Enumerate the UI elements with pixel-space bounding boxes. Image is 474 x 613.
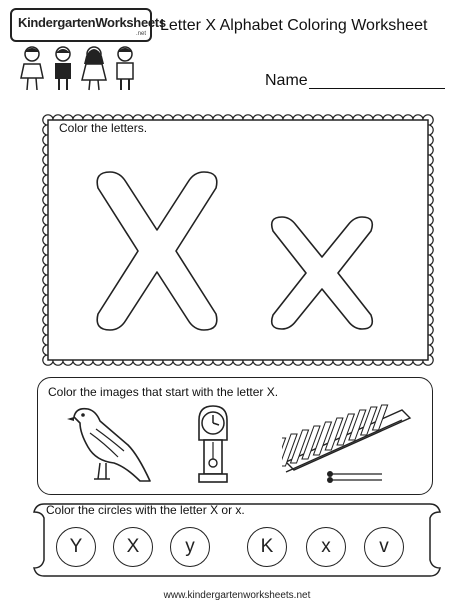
circle-letter: K <box>260 536 274 557</box>
logo-suffix: .net <box>136 31 147 37</box>
logo-banner <box>10 8 166 42</box>
lowercase-letter-x[interactable] <box>262 213 382 333</box>
logo-text-part1: Kindergarten <box>18 15 96 30</box>
letter-circle[interactable] <box>364 527 404 567</box>
name-field[interactable] <box>265 72 308 90</box>
xylophone-icon[interactable] <box>282 404 414 484</box>
logo-text-part2: Worksheets <box>95 15 166 30</box>
circle-letter: X <box>126 536 140 557</box>
circles-instruction: Color the circles with the letter X or x. <box>46 503 245 517</box>
site-logo <box>10 8 166 94</box>
circle-letter: Y <box>69 536 83 557</box>
letter-circle[interactable] <box>247 527 287 567</box>
letter-circle[interactable] <box>113 527 153 567</box>
footer-url: www.kindergartenworksheets.net <box>163 590 311 601</box>
letters-instruction: Color the letters. <box>59 121 148 135</box>
uppercase-letter-x[interactable] <box>82 166 232 336</box>
circle-letter: v <box>379 536 389 557</box>
logo-text <box>18 15 166 30</box>
images-instruction: Color the images that start with the letter X. <box>48 385 279 399</box>
letter-circle[interactable] <box>306 527 346 567</box>
kids-illustration-icon <box>18 44 148 94</box>
circle-letter: x <box>321 536 331 557</box>
name-underline[interactable] <box>309 88 445 89</box>
letter-circle[interactable] <box>170 527 210 567</box>
letter-circle[interactable] <box>56 527 96 567</box>
worksheet-title: Letter X Alphabet Coloring Worksheet <box>160 17 428 34</box>
bird-icon[interactable] <box>66 403 152 487</box>
circle-letter: y <box>185 536 195 557</box>
name-label: Name <box>265 72 308 89</box>
grandfather-clock-icon[interactable] <box>191 402 235 488</box>
